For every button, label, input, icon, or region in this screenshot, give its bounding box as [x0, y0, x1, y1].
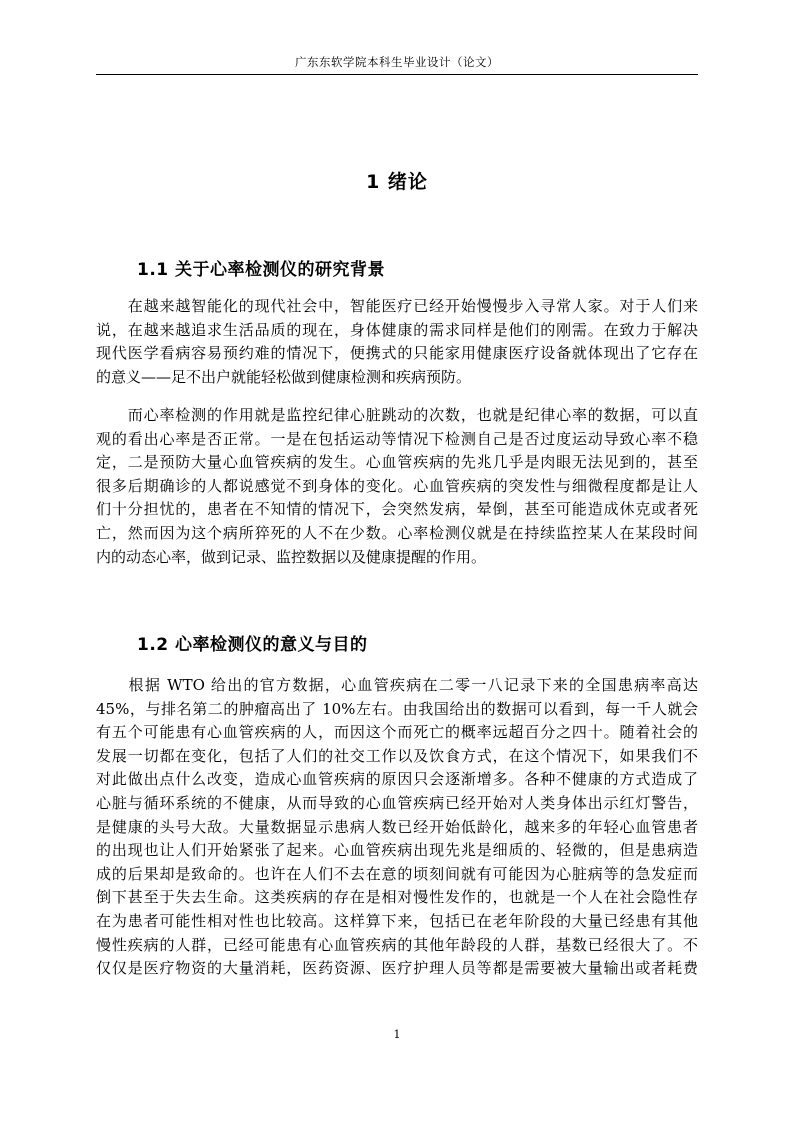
section-title-1-2: 1.2 心率检测仪的意义与目的	[137, 635, 368, 655]
page-number: 1	[393, 1028, 401, 1041]
text-line: 在为患者可能性相对性也比较高。这样算下来，包括已在老年阶段的大量已经患有其他	[96, 911, 698, 930]
running-header: 广东东软学院本科生毕业设计（论文）	[295, 55, 499, 69]
text-line: 的出现也让人们开始紧张了起来。心血管疾病出现先兆是细质的、轻微的，但是患病造	[96, 841, 698, 860]
header-rule	[96, 74, 698, 75]
section-1-2-paragraph-1	[96, 674, 698, 981]
section-1-1-paragraph-1	[96, 295, 698, 389]
text-line: 根据 WTO 给出的官方数据，心血管疾病在二零一八记录下来的全国患病率高达	[96, 676, 698, 694]
text-line: 说，在越来越追求生活品质的现在，身体健康的需求同样是他们的刚需。在致力于解决	[96, 320, 698, 339]
section-1-1-paragraph-2	[96, 404, 698, 569]
text-line: 在越来越智能化的现代社会中，智能医疗已经开始慢慢步入寻常人家。对于人们来	[96, 297, 698, 315]
text-line: 是健康的头号大敌。大量数据显示患病人数已经开始低龄化，越来多的年轻心血管患者	[96, 817, 698, 836]
section-title-1-1: 1.1 关于心率检测仪的研究背景	[137, 260, 386, 280]
text-line: 成的后果却是致命的。也许在人们不去在意的顷刻间就有可能因为心脏病等的急发症而	[96, 864, 698, 883]
text-line: 的意义——足不出户就能轻松做到健康检测和疾病预防。	[96, 367, 472, 386]
text-line: 发展一切都在变化，包括了人们的社交工作以及饮食方式，在这个情况下，如果我们不	[96, 746, 698, 765]
text-line: 们十分担忧的，患者在不知情的情况下，会突然发病，晕倒，甚至可能造成休克或者死	[96, 500, 698, 519]
chapter-title: 1 绪论	[366, 171, 428, 193]
text-line: 亡，然而因为这个病所猝死的人不在少数。心率检测仪就是在持续监控某人在某段时间	[96, 523, 698, 542]
text-line: 有五个可能患有心血管疾病的人，而因这个而死亡的概率远超百分之四十。随着社会的	[96, 723, 698, 742]
text-line: 而心率检测的作用就是监控纪律心脏跳动的次数，也就是纪律心率的数据，可以直	[96, 406, 698, 424]
text-line: 慢性疾病的人群，已经可能患有心血管疾病的其他年龄段的人群，基数已经很大了。不	[96, 935, 698, 954]
text-line: 对此做出点什么改变，造成心血管疾病的原因只会逐渐增多。各种不健康的方式造成了	[96, 770, 698, 789]
text-line: 45%，与排名第二的肿瘤高出了 10%左右。由我国给出的数据可以看到，每一千人就会	[96, 699, 698, 718]
text-line: 观的看出心率是否正常。一是在包括运动等情况下检测自己是否过度运动导致心率不稳	[96, 429, 698, 448]
text-line: 心脏与循环系统的不健康，从而导致的心血管疾病已经开始对人类身体出示红灯警告，	[96, 793, 698, 812]
text-line: 仅仅是医疗物资的大量消耗，医药资源、医疗护理人员等都是需要被大量输出或者耗费	[96, 959, 698, 978]
text-line: 定，二是预防大量心血管疾病的发生。心血管疾病的先兆几乎是肉眼无法见到的，甚至	[96, 453, 698, 472]
text-line: 内的动态心率，做到记录、监控数据以及健康提醒的作用。	[96, 547, 487, 566]
text-line: 倒下甚至于失去生命。这类疾病的存在是相对慢性发作的，也就是一个人在社会隐性存	[96, 888, 698, 907]
text-line: 很多后期确诊的人都说感觉不到身体的变化。心血管疾病的突发性与细微程度都是让人	[96, 476, 698, 495]
text-line: 现代医学看病容易预约难的情况下，便携式的只能家用健康医疗设备就体现出了它存在	[96, 344, 698, 363]
